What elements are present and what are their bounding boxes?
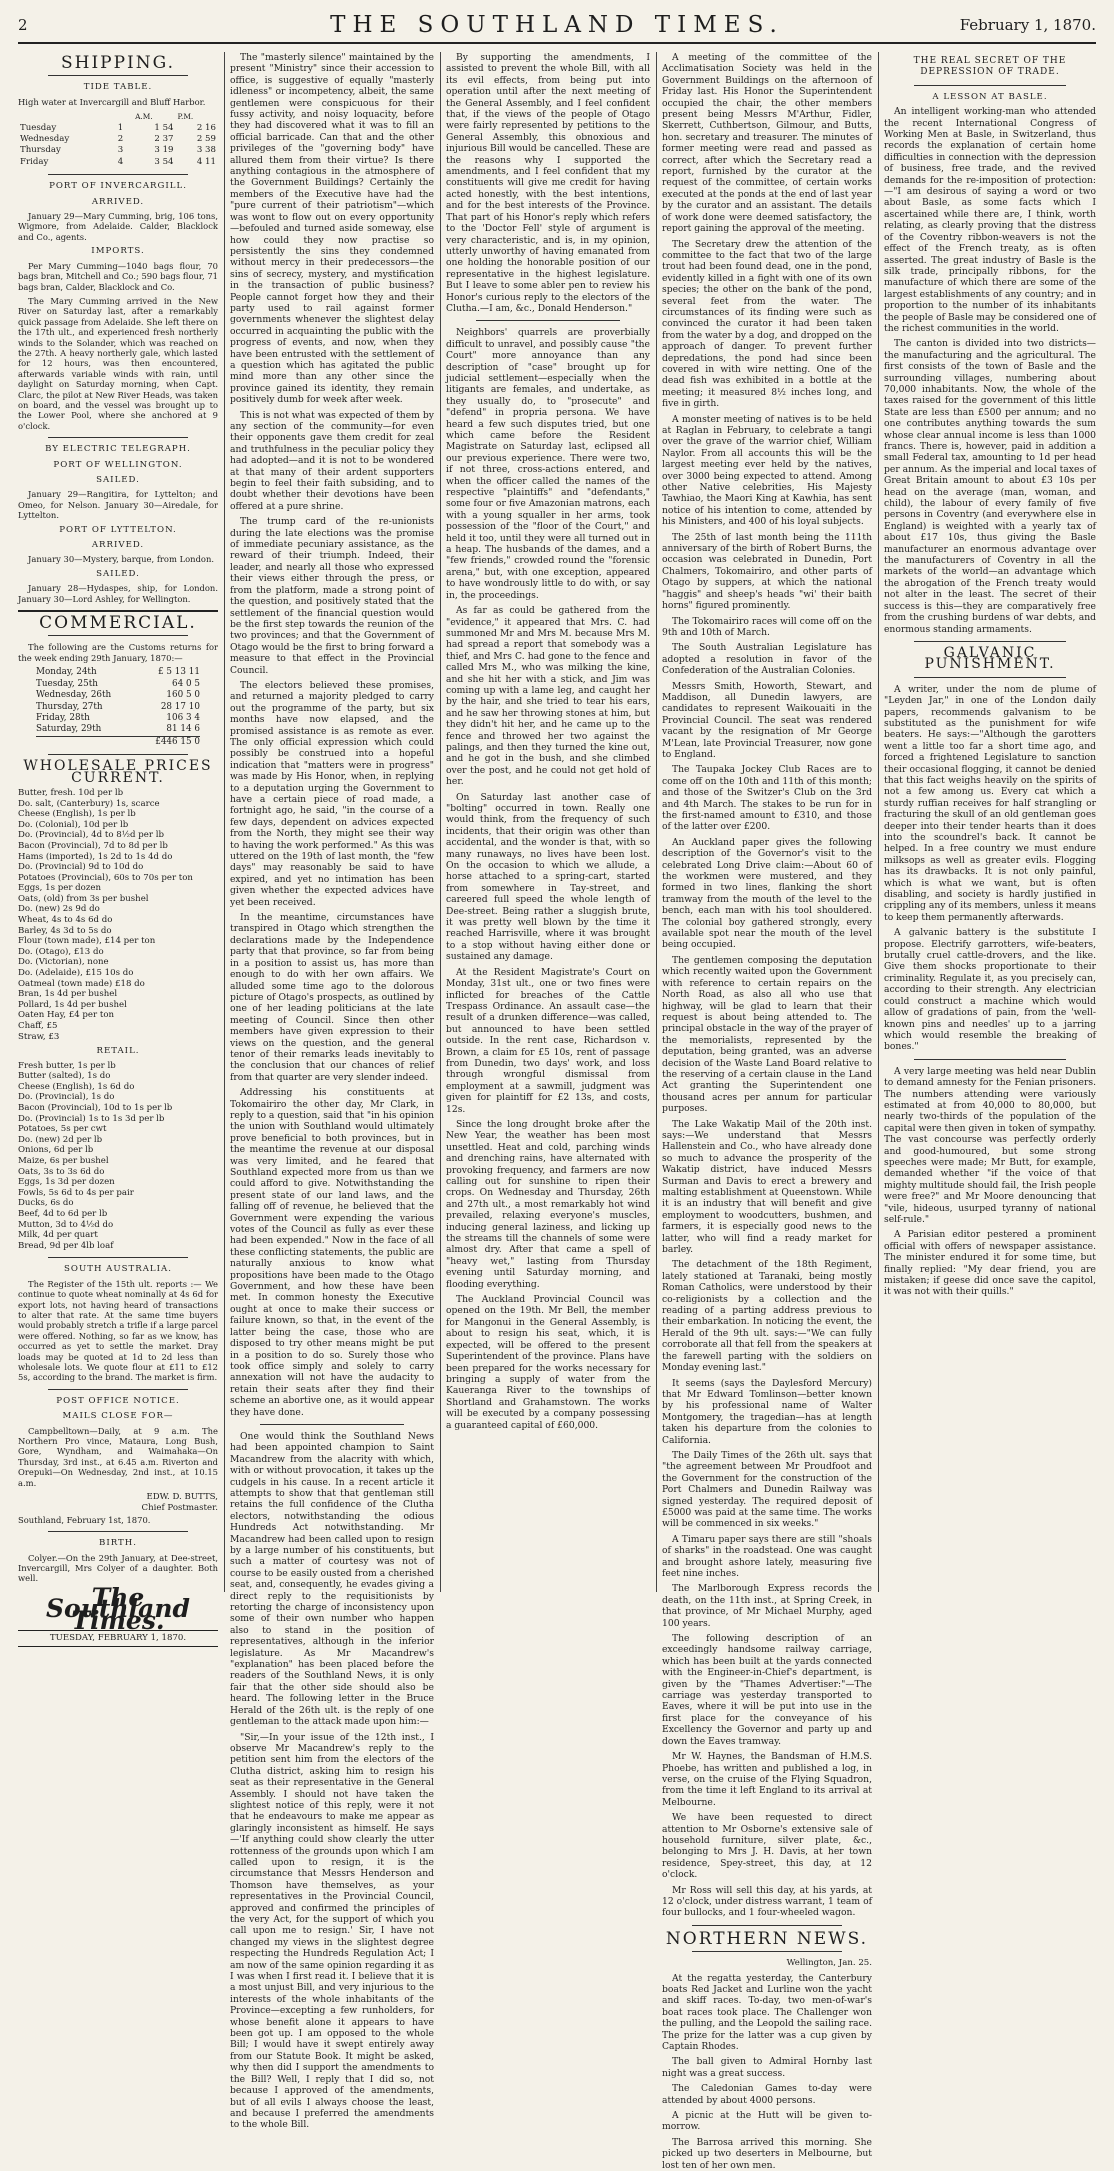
table-row	[36, 702, 200, 713]
customs-amount: 106 3 4	[166, 712, 200, 723]
divider	[48, 75, 188, 76]
table-row	[36, 667, 200, 678]
list-item: Oats, (old) from 3s per bushel	[18, 893, 149, 904]
news-paragraph: The Lake Wakatip Mail of the 20th inst. says:—We understand that Messrs Hallenstein and Co., who have already done so much to advance the prosperity of the Wakatip district, have induced Messrs Surman and Davis to erect a brewery and malting establishment at Queenstown. While it is an industry that will benefit and give employment to woodcutters, bushmen, and farmers, it is especially good news to the latter, who will find a ready market for barley.	[662, 1118, 872, 1256]
news-paragraph: The gentlemen composing the deputation which recently waited upon the Government with reference to certain repairs on the North Road, as also all who use that highway, will be glad to learn that their request is about being attended to. The principal obstacle in the way of the prayer of the memorialists, represented by the deputation, being granted, was an adverse decision of the Waste Land Board relative to the reserving of a certain clause in the Land Act granting the Superintendent one thousand acres per annum for particular purposes.	[662, 954, 872, 1115]
list-item: Do. (Otago), £13 do	[18, 946, 104, 957]
tide-date: 2	[117, 134, 124, 145]
divider	[260, 1424, 404, 1425]
news-paragraph: An Auckland paper gives the following description of the Governor's visit to the celebrated Long Drive claim:—About 60 of the workmen were mustered, and they formed in two lines, flanking the short tramway from the mouth of the level to the bench, each man with his tool shouldered. The colonial boy gathered strongly, every available spot near the mouth of the level being occupied.	[662, 836, 872, 951]
customs-total: £446 15 0	[139, 736, 200, 748]
divider	[476, 320, 620, 321]
news-paragraph: A picnic at the Hutt will be given to-morrow.	[662, 2110, 872, 2133]
list-item: Pollard, 1s 4d per bushel	[18, 999, 127, 1010]
tide-day: Tuesday	[20, 122, 57, 133]
customs-amount: £ 5 13 11	[158, 667, 200, 678]
sailed-label: SAILED.	[96, 568, 140, 579]
feature-paragraph: A galvanic battery is the substitute I propose. Electrify garrotters, wife-beaters, brutally cruel cattle-drovers, and the like. Give them shocks proportionate to their criminality. Regulate it, as you precisely can, according to their strength. Any electrician could construct a machine which would allow of gradations of pain, from the 'well-known pins and needles' up to a jarring which would resemble the breaking of bones."	[884, 927, 1096, 1053]
divider	[48, 635, 188, 636]
lyttelton-sailed: January 28—Hydaspes, ship, for London. January 30—Lord Ashley, for Wellington.	[18, 583, 218, 604]
retail-price-list	[18, 1061, 218, 1252]
editorial-paragraph: One would think the Southland News had been appointed champion to Saint Macandrew from the alacrity with which, with or without provocation, it takes up the cudgels in his cause. In a recent article it attempts to show that that gentleman still retains the full confidence of the Clutha electors, notwithstanding the odious Hundreds Act notwithstanding. Mr Macandrew had been called upon to resign by a large number of his constituents, but such a matter of courtesy was not of course to be easily ousted from a cherished seat, and, consequently, he evades giving a direct reply to the requisitionists by retorting the charge of inconsistency upon some of their own number who happen also to stand in the position of representatives, although in the inferior legislature. As Mr Macandrew's "explanation" has been placed before the readers of the Southland News, it is only fair that the other side should also be heard. The following letter in the Bruce Herald of the 26th ult. is the reply of one gentleman to the attack made upon him:—	[230, 1430, 434, 1728]
list-item: Do. (Provincial), 1s do	[18, 1092, 115, 1103]
news-paragraph: Since the long drought broke after the New Year, the weather has been most unsettled. Heat and cold, parching winds and drenching rains, have alternated with provoking frequency, and farmers are now calling out for sunshine to ripen their crops. On Wednesday and Thursday, 26th and 27th ult., a most remarkably hot wind prevailed, relaxing everyone's muscles, inducing general laziness, and licking up the streams till the channels of some were almost dry. After that came a spell of "heavy wet," lasting from Thursday evening until Saturday morning, and flooding everything.	[446, 1118, 650, 1290]
letter-paragraph: "Sir,—In your issue of the 12th inst., I observe Mr Macandrew's reply to the petition sent him from the electors of the Clutha district, asking him to resign his seat as their representative in the General Assembly. I should not have taken the slightest notice of this reply, were it not that he endeavours to make me appear as glaringly inconsistent as himself. He says—'If anything could show clearly the utter rottenness of the grounds upon which I am called upon to resign, it is the circumstance that Messrs Henderson and Thomson have themselves, as your representatives in the Provincial Council, approved and confirmed the principles of the very Act, for the support of which you call upon me to resign.' Sir, I have not changed my views in the slightest degree respecting the Hundreds Regulation Act; I am now of the same opinion regarding it as I was when I first read it. I believe that it is a most unjust Bill, and very injurious to the interests of the whole inhabitants of the Province—excepting a few runholders, for whose benefit alone it appears to have been got up. I am opposed to the whole Bill; I would have it swept entirely away from our Statute Book. It might be asked, why then did I support the amendments to the Bill? Well, I reply that I did so, not because I approved of the amendments, but of all evils I always choose the least, and because I preferred the amendments to the whole Bill.	[230, 1731, 434, 2131]
retail-heading: RETAIL.	[96, 1046, 140, 1057]
list-item: Straw, £3	[18, 1031, 60, 1042]
list-item: Bacon (Provincial), 7d to 8d per lb	[18, 840, 168, 851]
list-item: Barley, 4s 3d to 5s do	[18, 925, 112, 936]
birth-heading: BIRTH.	[99, 1538, 137, 1549]
tide-date: 1	[117, 122, 124, 133]
divider	[48, 174, 188, 175]
news-paragraph: The Secretary drew the attention of the committee to the fact that two of the large trout had been found dead, one in the pond, evidently killed in a fight with one of its own species; the other on the bank of the pond, several feet from the water. The circumstances of its finding were such as convinced the curator it had been taken from the water by a dog, and dropped on the approach of danger. To prevent further depredations, the pond had since been covered in with wire netting. One of the dead fish was exhibited in a bottle at the meeting; it measured 8½ inches long, and five in girth.	[662, 238, 872, 410]
customs-day: Friday, 28th	[36, 712, 90, 723]
customs-day: Wednesday, 26th	[36, 690, 112, 701]
table-row	[18, 157, 218, 168]
customs-amount: 160 5 0	[166, 690, 200, 701]
mails-close-subheading: MAILS CLOSE FOR—	[62, 1411, 174, 1422]
divider	[914, 1059, 1066, 1060]
sailed-label: SAILED.	[96, 475, 140, 485]
table-row	[36, 713, 200, 724]
customs-amount: 64 0 5	[172, 678, 200, 689]
imports-text: Per Mary Cumming—1040 bags flour, 70 bags bran, Mitchell and Co.; 590 bags flour, 71 bags bran, Calder, Blacklock and Co.	[18, 260, 218, 292]
tide-date: 4	[117, 156, 124, 167]
wholesale-heading: WHOLESALE PRICES CURRENT.	[23, 758, 213, 786]
column-rule	[224, 52, 225, 1592]
northern-news-heading: NORTHERN NEWS.	[665, 1928, 869, 1949]
tide-pm: 2 59	[196, 134, 216, 145]
list-item: Oats, 3s to 3s 6d do	[18, 1166, 105, 1177]
feature-paragraph: A Parisian editor pestered a prominent official with offers of newspaper assistance. The minister endured it for some time, but finally replied: "My dear friend, you are mistaken; if geese did once save the capitol, it was not with their quills."	[884, 1229, 1096, 1298]
divider	[48, 754, 188, 755]
list-item: Do. salt, (Canterbury) 1s, scarce	[18, 798, 160, 809]
list-item: Butter (salted), 1s do	[18, 1071, 111, 1082]
paper-title-blackletter: The Southland Times.	[46, 1582, 190, 1635]
customs-day: Monday, 24th	[36, 667, 97, 678]
shipping-heading: SHIPPING.	[60, 53, 176, 73]
tide-col-am: A.M.	[135, 112, 153, 122]
news-paragraph: Mr Ross will sell this day, at his yards, at 12 o'clock, under distress warrant, 1 team of four bullocks, and 1 four-wheeled wagon.	[662, 1884, 872, 1919]
galvanic-punishment-heading: GALVANIC PUNISHMENT.	[924, 644, 1056, 673]
divider	[692, 1925, 842, 1926]
news-paragraph: The Caledonian Games to-day were attended by about 4000 persons.	[662, 2083, 872, 2106]
list-item: Eggs, 1s 3d per dozen	[18, 1177, 115, 1188]
port-lyttelton-heading: PORT OF LYTTELTON.	[59, 524, 177, 535]
news-paragraph: The Tokomairiro races will come off on the 9th and 10th of March.	[662, 615, 872, 638]
customs-amount: 81 14 6	[166, 724, 200, 735]
divider	[914, 677, 1066, 678]
list-item: Maize, 6s per bushel	[18, 1155, 109, 1166]
lyttelton-arrived: January 30—Mystery, barque, from London.	[28, 554, 215, 565]
postmaster-title: Chief Postmaster.	[141, 1503, 218, 1514]
tide-am: 2 37	[154, 134, 174, 145]
imports-label: IMPORTS.	[91, 246, 145, 257]
masthead	[18, 8, 1096, 44]
column-shipping-commercial	[18, 52, 218, 1644]
south-australia-heading: SOUTH AUSTRALIA.	[64, 1264, 172, 1275]
tide-pm: 3 38	[196, 145, 216, 156]
news-paragraph: As far as could be gathered from the "evidence," it appeared that Mrs. C. had summoned Mr and Mrs M. because Mrs M. had spread a report that somebody was a thief, and Mrs C. had gone to the fence and called Mrs M., who was milking the kine, and she hit her with a stick, and Jim was coming up with a lame leg, and caught her by the hair, and she tried to tear his ears, and he saw her throwing stones at him, but they didn't hit her, and he came up to the fence and throwed her two against the palings, and then they turned the kine out, and he got in the bush, and she climbed over the post, and he could not get hold of her.	[446, 605, 650, 788]
feature-paragraph: A writer, under the nom de plume of "Leyden Jar," in one of the London daily papers, recommends galvanism to be substituted as the punishment for wife beaters. He says:—"Although the garotters went a little too far a short time ago, and forced a frightened Legislature to sanction their occasional flogging, it cannot be denied that this fact weighs heavily on the spirits of not a few among us. Every cat which a sturdy ruffian receives for half strangling or fracturing the skull of an old gentleman goes deeper into their tender hearts than it does into the scoundrel's back. It cannot be helped. In a free country we must endure milksops as well as greater evils. Flogging has its drawbacks. It is not only painful, which is what we want, but is often disabling, and society is hardly justified in crippling any of its members, unless it means to keep them permanently afterwards.	[884, 683, 1096, 923]
news-paragraph: Neighbors' quarrels are proverbially difficult to unravel, and possibly cause "the Court" more annoyance than any description of "case" brought up for judicial settlement—especially when the litigants are females, and undertake, as they usually do, to "prosecute" and "defend" in propria persona. We have heard a few such disputes tried, but one which came before the Resident Magistrate on Saturday last, eclipsed all our previous experience. There were two, if not three, cross-actions entered, and when the officer called the names of the respective "plaintiffs" and "defendants," some four or five Amazonian matrons, each with a young squaller in her arms, took possession of the "floor of the Court," and held it too, until they were all turned out in a heap. The husbands of the dames, and a "few friends," crowded round the "forensic arena," but, with one exception, appeared to have wondrously little to do with, or say in, the proceedings.	[446, 327, 650, 601]
tide-pm: 2 16	[196, 122, 216, 133]
post-office-heading: POST OFFICE NOTICE.	[56, 1395, 180, 1406]
list-item: Do. (new) 2d per lb	[18, 1134, 103, 1145]
commercial-heading: COMMERCIAL.	[39, 613, 197, 634]
news-paragraph: We have been requested to direct attention to Mr Osborne's extensive sale of household furniture, silver plate, &c., belonging to Mrs J. H. Davis, at her town residence, Spey-street, this day, at 12 o'clock.	[662, 1812, 872, 1881]
column-editorial	[230, 52, 434, 2131]
arrived-text: January 29—Mary Cumming, brig, 106 tons, Wigmore, from Adelaide. Calder, Blacklock and Co., agents.	[18, 211, 218, 242]
tide-am: 3 19	[154, 145, 174, 156]
divider	[914, 85, 1066, 86]
list-item: Cheese (English), 1s 6d do	[18, 1081, 135, 1092]
table-row	[18, 145, 218, 156]
customs-day: Tuesday, 25th	[36, 678, 98, 689]
customs-returns-table	[36, 667, 200, 748]
news-paragraph: The 25th of last month being the 111th anniversary of the birth of Robert Burns, the occasion was celebrated in Dunedin, Port Chalmers, Tokomairiro, and other parts of Otago by suppers, at which the national "haggis" and sheep's heads "wi' their baith horns" figured prominently.	[662, 531, 872, 612]
divider	[48, 1531, 188, 1532]
page-number: 2	[18, 16, 28, 34]
depression-of-trade-heading: THE REAL SECRET OF THE DEPRESSION OF TRADE.	[913, 56, 1067, 78]
tide-am: 3 54	[154, 156, 174, 167]
list-item: Ducks, 6s do	[18, 1198, 74, 1209]
tide-am: 1 54	[154, 122, 174, 133]
list-item: Potatoes, 5s per cwt	[18, 1124, 107, 1135]
divider	[48, 1389, 188, 1390]
table-row	[36, 724, 200, 736]
divider	[914, 641, 1066, 642]
wholesale-price-list	[18, 788, 218, 1042]
post-office-date: Southland, February 1st, 1870.	[18, 1514, 151, 1525]
arrived-label: ARRIVED.	[91, 196, 145, 207]
list-item: Beef, 4d to 6d per lb	[18, 1208, 108, 1219]
list-item: Bran, 1s 4d per bushel	[18, 989, 118, 1000]
divider	[48, 437, 188, 438]
list-item: Oaten Hay, £4 per ton	[18, 1010, 115, 1021]
editorial-paragraph: The "masterly silence" maintained by the present "Ministry" since their accession to office, is suggestive of equally "masterly idleness" or incompetency, albeit, the same gentlemen were conspicuous for their fussy activity, and noisy loquacity, before they had discovered what it was to fill an official barricade. Can that and the other privileges of the "governing body" have allured them from their virtue? Is there anything contagious in the atmosphere of the Government Buildings? Certainly the members of the Executive have had the "pure current of their patriotism"—which was wont to flow out on every opportunity—befouled and turned aside someway, else how could they now practise so persistently the sins they condemned without mercy in their predecessors—the sins of secrecy, mystery, and mystification in the transaction of public business? People cannot forget how they and their party used to rail against former governments whenever the slightest delay occurred in acquainting the public with the progress of events, and now, when they have been entrusted with the settlement of a question which has agitated the public mind more than any other since the province gained its identity, they remain positively dumb for week after week.	[230, 52, 434, 406]
newspaper-masthead-title: THE SOUTHLAND TIMES.	[330, 12, 784, 38]
list-item: Bacon (Provincial), 10d to 1s per lb	[18, 1102, 173, 1113]
customs-total-row	[36, 736, 200, 748]
list-item: Fresh butter, 1s per lb	[18, 1060, 116, 1071]
northern-news-dateline: Wellington, Jan. 25.	[786, 1958, 872, 1969]
news-paragraph: Mr W. Haynes, the Bandsman of H.M.S. Phoebe, has written and published a log, in verse, on the cruise of the Flying Squadron, from the time it left England to its arrival at Melbourne.	[662, 1751, 872, 1808]
news-paragraph: Messrs Smith, Howorth, Stewart, and Maddison, all Dunedin lawyers, are candidates to represent Waikouaiti in the Provincial Council. The seat was rendered vacant by the resignation of Mr George M'Lean, late Provincial Treasurer, now gone to England.	[662, 680, 872, 760]
commercial-intro: The following are the Customs returns for the week ending 29th January, 1870:—	[18, 642, 218, 663]
list-item: Cheese (English), 1s per lb	[18, 809, 136, 820]
column-rule	[440, 52, 441, 1592]
list-item: Do. (Provincial) 9d to 10d do	[18, 862, 144, 873]
news-paragraph: The detachment of the 18th Regiment, lately stationed at Taranaki, being mostly Roman Catholics, were understood by their co-religionists by a collection and the reading of a parting address previous to their embarkation. In noticing the event, the Herald of the 9th ult. says:—"We can fully corroborate all that fell from the speakers at the farewell parting with the soldiers on Monday evening last."	[662, 1259, 872, 1374]
news-paragraph: The Barrosa arrived this morning. She picked up two deserters in Melbourne, but lost ten of her own men.	[662, 2136, 872, 2171]
news-paragraph: The ball given to Admiral Hornby last night was a great success.	[662, 2056, 872, 2079]
news-paragraph: The Taupaka Jockey Club Races are to come off on the 10th and 11th of this month; and those of the Switzer's Club on the 3rd and 4th March. The stakes to be run for in the first-named amount to £310, and those of the latter over £200.	[662, 764, 872, 833]
list-item: Fowls, 5s 6d to 4s per pair	[18, 1187, 134, 1198]
feature-paragraph: A very large meeting was held near Dublin to demand amnesty for the Fenian prisoners. The numbers attending were variously estimated at from 40,000 to 80,000, but nearly two-thirds of the population of the capital were then given in token of sympathy. The vast concourse was perfectly orderly and good-humoured, but some strong speeches were made; Mr Butt, for example, demanded whether "if the voice of that mighty multitude should fail, the Irish people were free?" and Mr Moore denouncing that "vile, hideous, usurped tyranny of national self-rule."	[884, 1065, 1096, 1225]
tide-table-heading: TIDE TABLE.	[83, 82, 153, 93]
table-row	[36, 690, 200, 701]
news-paragraph: A Timaru paper says there are still "shoals of sharks" in the roadstead. One was caught and brought ashore lately, measuring five feet nine inches.	[662, 1533, 872, 1579]
postmaster-signature: EDW. D. BUTTS,	[146, 1492, 218, 1502]
news-paragraph: At the regatta yesterday, the Canterbury boats Red Jacket and Lurline won the yacht and skiff races. To-day, two men-of-war's boat races took place. The Challenger won the pulling, and the Leopold the sailing race. The prize for the latter was a cup given by Captain Rhodes.	[662, 1972, 872, 2053]
editorial-paragraph: In the meantime, circumstances have transpired in Otago which strengthen the declarations made by the Independence party that that province, so far from being in a position to assist us, has more than enough to do with her own affairs. We alluded some time ago to the dolorous picture of Otago's prospects, as outlined by one of her leading politicians at the late meeting of Council. Since then other members have given expression to their views on the question, and the general tenor of their remarks leads inevitably to the conclusion that our chances of relief from that quarter are very slender indeed.	[230, 912, 434, 1083]
news-paragraph: It seems (says the Daylesford Mercury) that Mr Edward Tomlinson—better known by his professional name of Walter Montgomery, the tragedian—has at length taken his departure from the colonies to California.	[662, 1377, 872, 1446]
column-rule	[878, 52, 879, 1592]
column-general-news	[662, 52, 872, 2171]
table-row	[18, 123, 218, 134]
tide-date: 3	[117, 145, 124, 156]
list-item: Flour (town made), £14 per ton	[18, 936, 156, 947]
list-item: Do. (new) 2s 9d do	[18, 904, 100, 915]
arrived-label: ARRIVED.	[91, 540, 145, 551]
table-row	[18, 134, 218, 145]
news-paragraph: A monster meeting of natives is to be held at Raglan in February, to celebrate a tangi over the grave of the warrior chief, William Naylor. From all accounts this will be the largest meeting ever held by the natives, over 3000 being expected to attend. Among other Native celebrities, His Majesty Tawhiao, the Maori King at Kawhia, has sent notice of his intention to come, attended by his Ministers, and 400 of his loyal subjects.	[662, 413, 872, 528]
list-item: Oatmeal (town made) £18 do	[18, 978, 145, 989]
news-paragraph: The Auckland Provincial Council was opened on the 19th. Mr Bell, the member for Mangonui in the General Assembly, is about to resign his seat, which, it is expected, will be offered to the present Superintendent of the province. Plans have been prepared for the works necessary for bringing a supply of water from the Kaueranga River to the townships of Shortland and Grahamstown. The works will be executed by a company possessing a guaranteed capital of £60,000.	[446, 1294, 650, 1431]
shipping-report: The Mary Cumming arrived in the New River on Saturday last, after a remarkably quick passage from Adelaide. She left there on the 17th ult., and experienced fresh northerly winds to the Solander, which was reached on the 27th. A heavy northerly gale, which lasted for 12 hours, was then encountered, afterwards variable winds with rain, until daylight on Saturday morning, when Capt. Clarc, the pilot at New River Heads, was taken on board, and the vessel was brought up to the Lower Pool, where she anchored at 9 o'clock.	[18, 295, 218, 431]
feature-paragraph: The canton is divided into two districts—the manufacturing and the agricultural. The first consists of the town of Basle and the surrounding villages, numbering about 70,000 inhabitants. Now, the whole of the taxes raised for the government of this little State are less than £500 per annum; and no one contributes anything towards the sum whose clear annual income is less than 1000 francs. There is, however, paid in addition a small Federal tax, amounting to 1d per head per annum. As the imperial and local taxes of Great Britain amount to about £3 10s per head on the average (man, woman, and child), the labour of every family of five persons in Coventry (and everywhere else in England) is weighted with a yearly tax of about £17 10s, thus giving the Basle manufacturer an enormous advantage over the manufacturers of Coventry in all the markets of the world—an advantage which the abrogation of the French treaty would not alter in the least. The secret of their success is this—they are comparatively free from the crushing burdens of war debts, and enormous standing armaments.	[884, 338, 1096, 635]
list-item: Wheat, 4s to 4s 6d do	[18, 915, 113, 926]
list-item: Do. (Victorian), none	[18, 957, 109, 968]
divider	[18, 610, 218, 612]
list-item: Bread, 9d per 4lb loaf	[18, 1240, 114, 1251]
paper-issue-date: TUESDAY, FEBRUARY 1, 1870.	[18, 1630, 218, 1647]
column-rule	[656, 52, 657, 1592]
list-item: Do. (Provincial) 1s to 1s 3d per lb	[18, 1113, 165, 1124]
lesson-at-basle-subheading: A LESSON AT BASLE.	[932, 91, 1048, 102]
tide-table-caption: High water at Invercargill and Bluff Harbor.	[18, 96, 206, 107]
news-paragraph: At the Resident Magistrate's Court on Monday, 31st ult., one or two fines were inflicted for breaches of the Cattle Trespass Ordinance. An assault case—the result of a drunken difference—was called, but announced to have been settled outside. In the rent case, Richardson v. Brown, a claim for £5 10s, rent of passage from Dunedin, two days' work, and loss through wrongful dismissal from employment at a sawmill, judgment was given for plaintiff for £2 13s, and costs, 12s.	[446, 966, 650, 1115]
wellington-sailed: January 29—Rangitira, for Lyttelton; and Omeo, for Nelson. January 30—Airedale, for Lyttelton.	[18, 489, 218, 521]
feature-paragraph: An intelligent working-man who attended the recent International Congress of Working Men at Basle, in Switzerland, thus records the explanation of certain home difficulties in connection with the depression of business, free trade, and the revived demands for the re-imposition of protection:—"I am desirous of saying a word or two about Basle, as some facts which I ascertained while there are, I think, worth relating, as clearly proving that the distress of the Coventry ribbon-weavers is not the effect of the French treaty, as is often asserted. The great industry of Basle is the silk trade, principally ribbons, for the manufacture of which there are some of the largest establishments of any country; and in proportion to the number of its inhabitants the people of Basle may be considered one of the richest communities in the world.	[884, 106, 1096, 334]
list-item: Butter, fresh. 10d per lb	[18, 787, 124, 798]
editorial-paragraph: The trump card of the re-unionists during the late elections was the promise of immediate pecuniary assistance, as the reward of their triumph. Indeed, their leader, and nearly all those who expressed their views either through the press, or from the platform, made a strong point of the question, and positively stated that the settlement of the financial question would be the first step towards the reunion of the two provinces; and that the Government of Otago would be the first to bring forward a measure to that effect in the Provincial Council.	[230, 516, 434, 676]
list-item: Eggs, 1s per dozen	[18, 883, 102, 894]
port-wellington-heading: PORT OF WELLINGTON.	[53, 459, 183, 470]
tide-day: Wednesday	[20, 134, 70, 145]
news-paragraph: The South Australian Legislature has adopted a resolution in favor of the Confederation of the Australian Colonies.	[662, 642, 872, 677]
letter-paragraph: By supporting the amendments, I assisted to prevent the whole Bill, with all its evil effects, from being put into operation until after the next meeting of the General Assembly, and I feel confident that, if the views of the people of Otago were fairly represented by petitions to the General Assembly, this obnoxious and injurious Bill would be cancelled. These are the reasons why I supported the amendments, and I feel confident that my constituents will give me credit for having acted honestly, with the best intentions, and for the best interests of the Province. That part of his Honor's reply which refers to the 'Doctor Fell' style of argument is very characteristic, and is, in my opinion, utterly unworthy of having emanated from one holding the honorable position of our representative in the highest legislature. But I leave to some abler pen to review his Honor's curious reply to the electors of the Clutha.—I am, &c., Donald Henderson."	[446, 52, 650, 314]
editorial-paragraph: This is not what was expected of them by any section of the community—for even their opponents gave them credit for zeal and truthfulness in the peculiar policy they had adopted—and it is not to be wondered at that many of their ardent supporters begin to feel their faith subsiding, and to doubt whether their devotions have been offered at a pure shrine.	[230, 409, 434, 512]
news-paragraph: The Daily Times of the 26th ult. says that "the agreement between Mr Proudfoot and the Government for the construction of the Port Chalmers and Dunedin Railway was signed yesterday. The required deposit of £5000 was paid at the same time. The works will be commenced in six weeks."	[662, 1449, 872, 1530]
tide-day: Friday	[20, 156, 49, 167]
list-item: Do. (Provincial), 4d to 8½d per lb	[18, 830, 164, 841]
divider	[692, 1951, 842, 1952]
table-row	[36, 679, 200, 690]
news-paragraph: The following description of an exceedingly handsome railway carriage, which has been built at the yards connected with the Engineer-in-Chief's department, is given by the "Thames Advertiser:"—The carriage was yesterday transported to Eaves, where it will be put into use in the first place for the conveyance of his Excellency the Governor and party up and down the Eaves tramway.	[662, 1633, 872, 1747]
tide-pm: 4 11	[196, 156, 216, 167]
tide-day: Thursday	[20, 145, 61, 156]
divider	[48, 1257, 188, 1258]
list-item: Potatoes (Provincial), 60s to 70s per ton	[18, 872, 193, 883]
customs-amount: 28 17 10	[160, 701, 200, 712]
port-invercargill-heading: PORT OF INVERCARGILL.	[49, 181, 187, 192]
customs-day: Saturday, 29th	[36, 724, 102, 735]
column-local-news	[446, 52, 650, 1592]
birth-notice: Colyer.—On the 29th January, at Dee-street, Invercargill, Mrs Colyer of a daughter. Both well.	[18, 1552, 218, 1584]
post-office-notice: Campbelltown—Daily, at 9 a.m. The Northern Pro vince, Mataura, Long Bush, Gore, Wyndham, and Waimahaka—On Thursday, 3rd inst., at 6.45 a.m. Riverton and Orepuki—On Wednesday, 2nd inst., at 10.15 a.m.	[18, 1425, 218, 1488]
news-paragraph: The Marlborough Express records the death, on the 11th inst., at Spring Creek, in that province, of Mr Michael Murphy, aged 100 years.	[662, 1583, 872, 1629]
masthead-date: February 1, 1870.	[959, 16, 1096, 34]
news-paragraph: A meeting of the committee of the Acclimatisation Society was held in the Government Buildings on the afternoon of Friday last. His Honor the Superintendent occupied the chair, the other members present being Messrs M'Arthur, Fidler, Skerrett, Cuthbertson, Gilmour, and Butts, hon. secretary and treasurer. The minutes of former meeting were read and passed as correct, after which the Secretary read a report, furnished by the curator at the request of the committee, of certain works executed at the ponds at the end of last year by the curator and an assistant. The details of work done were deemed satisfactory, the report gaining the approval of the meeting.	[662, 52, 872, 235]
editorial-paragraph: The electors believed these promises, and returned a majority pledged to carry out the programme of the party, but six months have now elapsed, and the promised assistance is as remote as ever. The only official expression which could possibly be construed into a hopeful indication that "matters were in progress" was made by His Honor, when, in replying to a deputation urging the Government to have a certain piece of road made, a fortnight ago, he said, "in the course of a few days, dependent on advices expected from the North, they might see their way to having the work performed." As this was uttered on the 19th of last month, the "few days" may reasonably be said to have expired, and yet no intimation has been given whether the expected advices have yet been received.	[230, 679, 434, 908]
list-item: Chaff, £5	[18, 1021, 58, 1031]
list-item: Do. (Colonial), 10d per lb	[18, 819, 129, 830]
list-item: Do. (Adelaide), £15 10s do	[18, 968, 134, 979]
editorial-paragraph: Addressing his constituents at Tokomairiro the other day, Mr Clark, in reply to a question, said that "in his opinion the union with Southland would ultimately prove beneficial to both provinces, but in the meantime the revenue at our disposal was very limited, and he feared that Southland expected more from us than we could afford to give. Notwithstanding the present state of our land laws, and the falling off of revenue, he believed that the Government were expending the various votes of the Council as fully as ever these had been expended." Now in the face of all these conflicting statements, the public are naturally anxious to know what propositions have been made to the Otago Government, and how these have been met. In common honesty the Executive ought at once to make their success or failure known, so that, in the event of the latter being the case, those who are disposed to try other means might be put in a position to do so. Surely those who took office simply and solely to carry annexation will not have the audacity to retain their seats after they find their scheme an abortive one, as it would appear they have done.	[230, 1087, 434, 1418]
list-item: Mutton, 3d to 4½d do	[18, 1219, 114, 1230]
news-paragraph: On Saturday last another case of "bolting" occurred in town. Really one would think, from the frequency of such incidents, that their origin was other than accidental, and the wonder is that, with so many runaways, no lives have been lost. On the occasion to which we allude, a horse attached to a spring-cart, started from somewhere in Tay-street, and careered full speed the whole length of Dee-street. Being rather a sluggish brute, it was pretty well blown by the time it reached Harrisville, where it was brought to a stop without having either done or sustained any damage.	[446, 791, 650, 963]
list-item: Onions, 6d per lb	[18, 1145, 94, 1156]
tide-table	[18, 111, 218, 168]
tide-col-pm: P.M.	[177, 112, 194, 122]
telegraph-heading: BY ELECTRIC TELEGRAPH.	[45, 444, 191, 455]
list-item: Milk, 4d per quart	[18, 1230, 98, 1241]
south-australia-report: The Register of the 15th ult. reports :— We continue to quote wheat nominally at 4s 6d for export lots, not having heard of transactions to alter that rate. At the same time buyers would probably stretch a trifle if a large parcel were offered. Nothing, so far as we know, has occurred as yet to settle the market. Dray loads may be quoted at 1d to 2d less than wholesale lots. We quote flour at £11 to £12 5s, according to the brand. The market is firm.	[18, 1278, 218, 1383]
column-features	[884, 52, 1096, 1592]
list-item: Hams (imported), 1s 2d to 1s 4d do	[18, 851, 173, 862]
customs-day: Thursday, 27th	[36, 701, 103, 712]
